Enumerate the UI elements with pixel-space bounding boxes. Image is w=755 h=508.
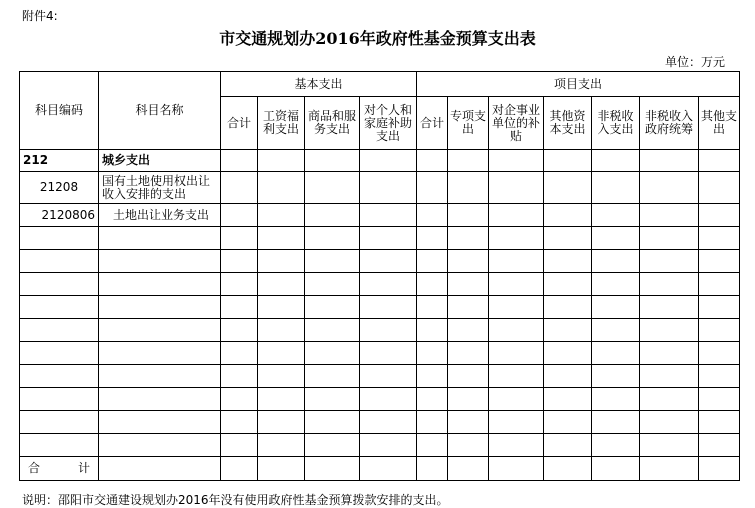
empty-row — [20, 273, 740, 296]
empty-row — [20, 319, 740, 342]
empty-row — [20, 342, 740, 365]
header-project-total: 合计 — [417, 97, 448, 150]
row-code: 2120806 — [20, 204, 99, 227]
table-row — [20, 150, 740, 172]
header-project: 项目支出 — [417, 72, 740, 97]
total-row — [20, 457, 740, 481]
unit-label: 单位：万元 — [664, 55, 725, 69]
table-row — [20, 204, 740, 227]
header-name: 科目名称 — [99, 72, 221, 150]
header-project-nontax-overall: 非税收入政府统筹 — [640, 97, 699, 150]
empty-row — [20, 434, 740, 457]
header-code: 科目编码 — [20, 72, 99, 150]
row-code: 21208 — [20, 172, 99, 204]
row-code: 212 — [20, 150, 99, 172]
header-basic: 基本支出 — [221, 72, 417, 97]
empty-row — [20, 250, 740, 273]
empty-row — [20, 227, 740, 250]
attachment-label: 附件4: — [22, 9, 58, 23]
header-basic-goods: 商品和服务支出 — [305, 97, 360, 150]
header-basic-subsidy: 对个人和家庭补助支出 — [360, 97, 417, 150]
empty-row — [20, 388, 740, 411]
table-row — [20, 172, 740, 204]
header-project-special: 专项支出 — [448, 97, 489, 150]
total-label: 合 计 — [20, 457, 99, 481]
empty-row — [20, 365, 740, 388]
row-name: 土地出让业务支出 — [99, 204, 221, 227]
header-project-nontax: 非税收入支出 — [592, 97, 640, 150]
page-title: 市交通规划办2016年政府性基金预算支出表 — [219, 29, 536, 48]
expenditure-table — [19, 71, 740, 481]
header-basic-wages: 工资福利支出 — [258, 97, 305, 150]
empty-row — [20, 296, 740, 319]
empty-row — [20, 411, 740, 434]
footnote: 说明：邵阳市交通建设规划办2016年没有使用政府性基金预算拨款安排的支出。 — [22, 493, 449, 507]
row-name: 城乡支出 — [99, 150, 221, 172]
header-project-other: 其他支出 — [699, 97, 740, 150]
header-project-capital: 其他资本支出 — [544, 97, 592, 150]
header-project-enterprise: 对企事业单位的补贴 — [489, 97, 544, 150]
header-basic-total: 合计 — [221, 97, 258, 150]
row-name: 国有土地使用权出让收入安排的支出 — [99, 172, 221, 204]
